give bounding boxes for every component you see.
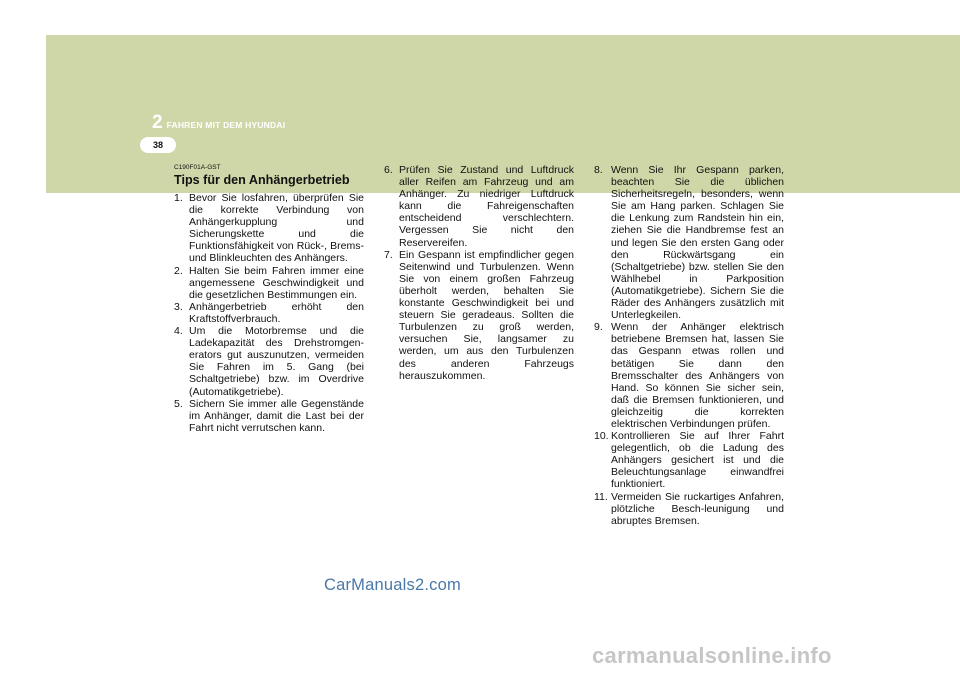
item-text: Wenn Sie Ihr Gespann parken, beachten Sie die üblichen Sicherheitsregeln, besonders, wenn Sie am Hang parken. Schlagen Sie die Lenkung zum Randstein hin ein, ziehen Sie die Handbremse fest an und legen Sie den ersten Gang oder den Rückwärtsgang ein (Schaltgetriebe) bzw. stellen Sie den Wählhebel in Parkposition (Automatikgetriebe). Sichern Sie die Räder des Anhängers zusätzlich mit Unterlegkeilen. (611, 164, 784, 322)
column-1 (174, 164, 364, 434)
item-text: Anhängerbetrieb erhöht den Kraftstoffverbrauch. (189, 300, 364, 325)
item-text: Halten Sie beim Fahren immer eine angemessene Geschwindigkeit und die gesetzlichen Bestimmungen ein. (189, 264, 364, 301)
page-number: 38 (140, 137, 176, 153)
carmanuals-watermark-link[interactable]: CarManuals2.com (324, 576, 461, 594)
chapter-number: 2 (152, 112, 163, 133)
item-number: 2. (174, 264, 183, 277)
item-text: Kontrollieren Sie auf Ihrer Fahrt gelegentlich, ob die Ladung des Anhängers gesichert ist und die Beleuchtungsanlage einwandfrei funktioniert. (611, 430, 784, 491)
item-number: 10. (594, 430, 609, 443)
list-item (174, 301, 364, 325)
list-item (174, 398, 364, 434)
list-item (594, 430, 784, 490)
list-item (384, 164, 574, 249)
list-item (594, 491, 784, 527)
column-3 (594, 164, 784, 527)
item-text: Prüfen Sie Zustand und Luftdruck aller Reifen am Fahrzeug und am Anhänger. Zu niedriger Luftdruck kann die Fahreigenschaften entscheidend verschlechtern. Vergessen Sie nicht den Reservereifen. (399, 164, 574, 249)
list-item (594, 164, 784, 321)
chapter-title: FAHREN MIT DEM HYUNDAI (166, 120, 286, 130)
list-item (384, 249, 574, 382)
item-number: 7. (384, 248, 393, 261)
carmanualsonline-watermark: carmanualsonline.info (592, 643, 832, 668)
item-text: Ein Gespann ist empfindlicher gegen Seitenwind und Turbulenzen. Wenn Sie von einem großen Fahrzeug überholt werden, behalten Sie konstante Geschwindigkeit bei und steuern Sie geradeaus. Sollten die Turbulenzen zu groß werden, versuchen Sie, langsamer zu werden, um aus den Turbulenzen des anderen Fahrzeugs herauszukommen. (399, 248, 574, 382)
list-item (174, 265, 364, 301)
item-text: Um die Motorbremse und die Ladekapazität des Drehstromgen-erators gut auszunutzen, vermeiden Sie Fahren im 5. Gang (bei Schaltgetriebe) bzw. im Overdrive (Automatikgetriebe). (189, 325, 364, 398)
item-text: Sichern Sie immer alle Gegenstände im Anhänger, damit die Last bei der Fahrt nicht verrutschen kann. (189, 397, 364, 434)
item-text: Bevor Sie losfahren, überprüfen Sie die korrekte Verbindung von Anhängerkupplung und Sicherungskette und die Funktionsfähigkeit von Rück-, Brems- und Blinkleuchten des Anhängers. (189, 192, 364, 265)
item-number: 1. (174, 192, 183, 204)
list-item (594, 321, 784, 430)
item-number: 3. (174, 300, 183, 313)
item-number: 6. (384, 164, 393, 176)
section-code: C190F01A-GST (174, 164, 221, 171)
chapter-header (152, 113, 285, 132)
list-item (174, 325, 364, 398)
column-2 (384, 164, 574, 382)
tips-list-2 (384, 164, 574, 382)
item-number: 5. (174, 397, 183, 410)
item-text: Vermeiden Sie ruckartiges Anfahren, plötzliche Besch-leunigung und abruptes Bremsen. (611, 490, 784, 527)
list-item (174, 192, 364, 265)
item-text: Wenn der Anhänger elektrisch betriebene Bremsen hat, lassen Sie das Gespann etwas rollen und betätigen Sie dann den Bremsschalter des Anhängers von Hand. So können Sie sicher sein, daß die Bremsen funktionieren, und gleichzeitig die korrekten elektrischen Verbindungen prüfen. (611, 321, 784, 430)
item-number: 9. (594, 321, 603, 334)
item-number: 8. (594, 164, 603, 176)
item-number: 4. (174, 325, 183, 338)
tips-list-3 (594, 164, 784, 527)
section-title: Tips für den Anhängerbetrieb (174, 173, 350, 187)
tips-list-1 (174, 192, 364, 434)
item-number: 11. (594, 490, 608, 503)
